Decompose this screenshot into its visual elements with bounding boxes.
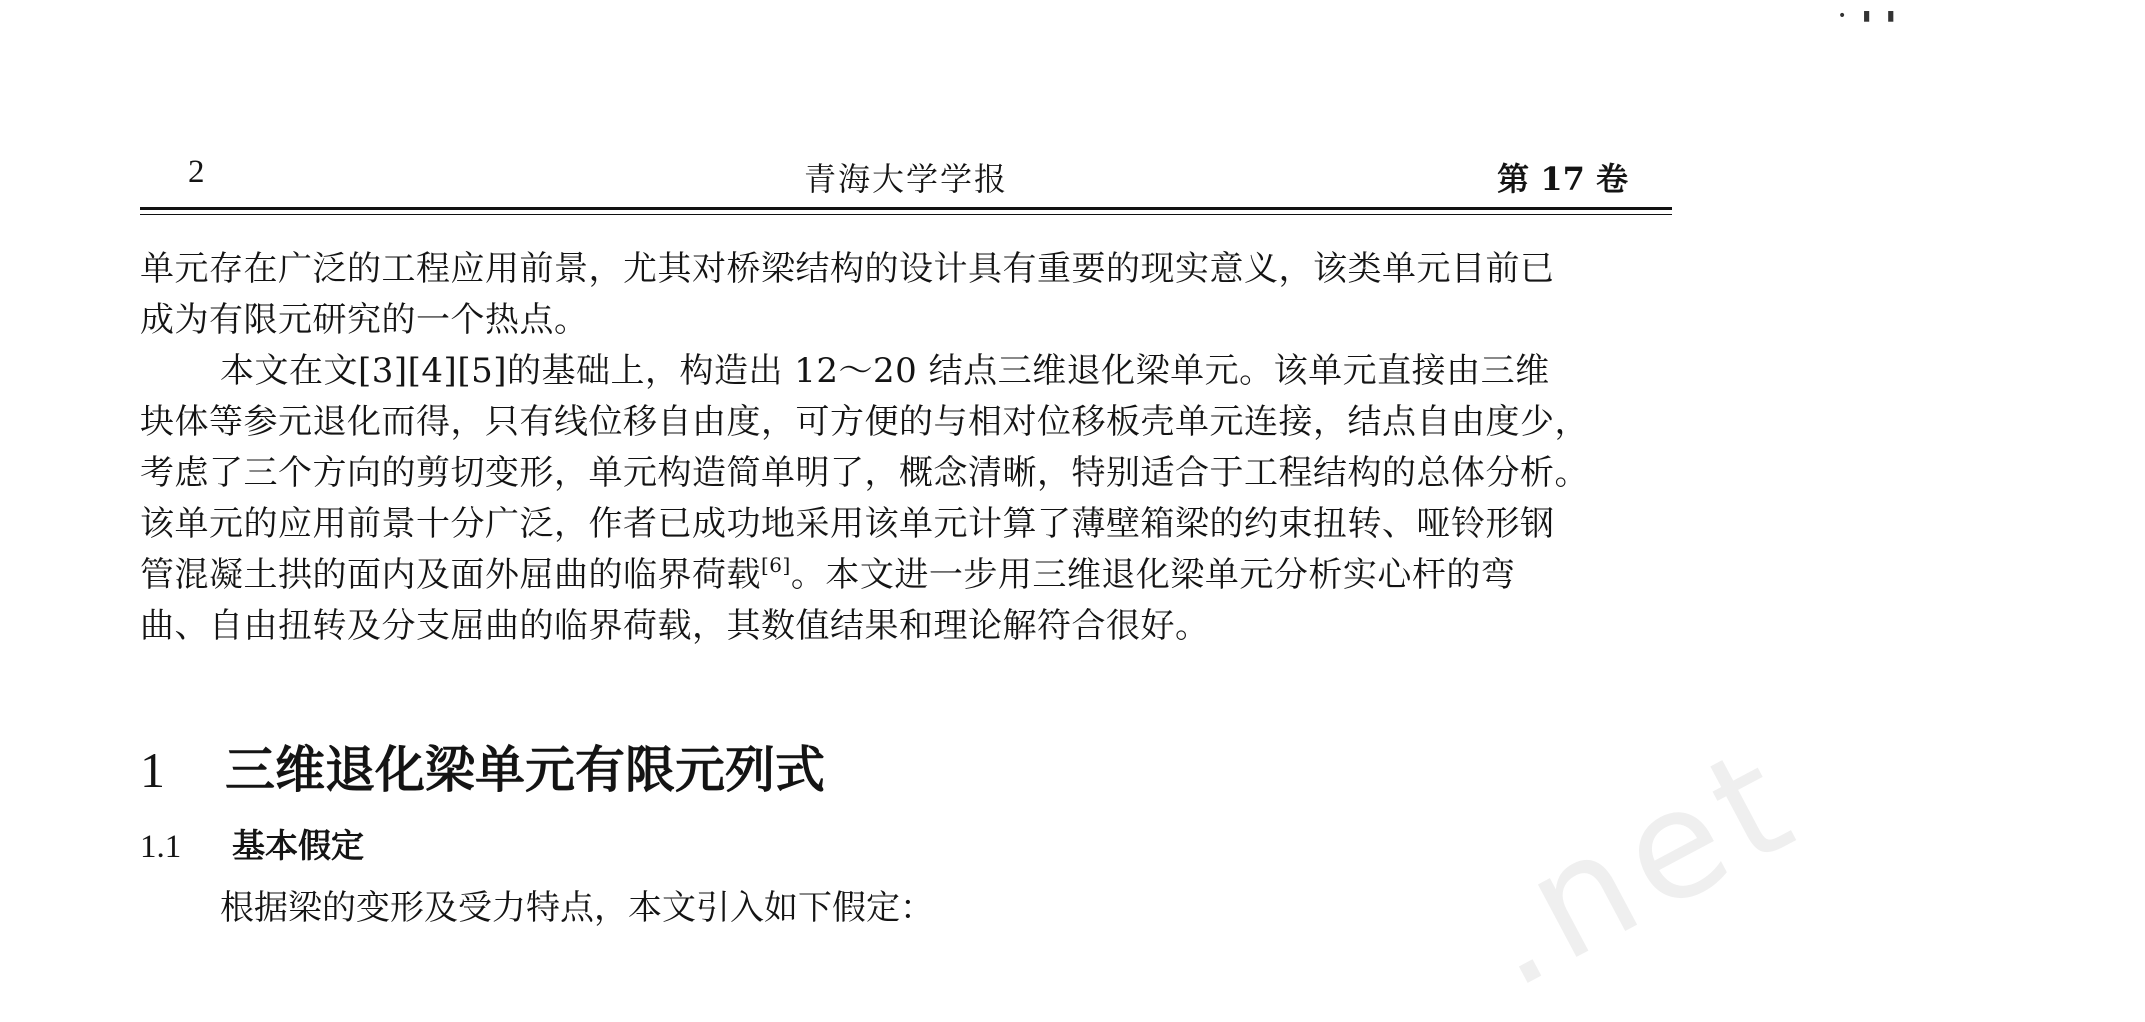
citation-6[interactable]: [6]	[761, 553, 791, 577]
line-5-continuation: 。本文进一步用三维退化梁单元分析实心杆的弯	[790, 555, 1516, 595]
paragraph-1-line-2: 成为有限元研究的一个热点。	[140, 300, 589, 340]
section-title: 三维退化梁单元有限元列式	[225, 741, 825, 799]
subsection-heading	[140, 820, 364, 867]
cut-off-line: 根据梁的变形及受力特点，本文引入如下假定：	[220, 888, 934, 928]
running-header	[140, 148, 1672, 198]
line-5-text: 管混凝土拱的面内及面外屈曲的临界荷载	[140, 555, 761, 595]
header-rule-thick	[140, 207, 1672, 210]
paragraph-2-line-2: 块体等参元退化而得，只有线位移自由度，可方便的与相对位移板壳单元连接，结点自由度少，	[140, 402, 1589, 442]
paragraph-2-line-5	[140, 550, 1680, 601]
section-number: 1	[140, 742, 165, 798]
header-rule-thin	[140, 214, 1672, 215]
section-heading	[140, 730, 825, 802]
watermark: .net	[1448, 711, 1826, 1022]
subsection-number: 1.1	[140, 829, 182, 865]
paragraph-2-line-4: 该单元的应用前景十分广泛，作者已成功地采用该单元计算了薄壁箱梁的约束扭转、哑铃形钢	[140, 504, 1555, 544]
paragraph-2-line-3: 考虑了三个方向的剪切变形，单元构造简单明了，概念清晰，特别适合于工程结构的总体分析。	[140, 453, 1589, 493]
subsection-title: 基本假定	[232, 826, 364, 865]
scan-artifact: • ▮ ▮	[1838, 8, 1901, 24]
paragraph-2-line-6: 曲、自由扭转及分支屈曲的临界荷载，其数值结果和理论解符合很好。	[140, 606, 1210, 646]
journal-title: 青海大学学报	[803, 160, 1008, 198]
body-text	[140, 244, 1680, 652]
volume-label: 第 17 卷	[1497, 160, 1628, 198]
paragraph-2-line-1: 本文在文[3][4][5]的基础上，构造出 12～20 结点三维退化梁单元。该单元直接由三维	[220, 351, 1550, 391]
paragraph-1-line-1: 单元存在广泛的工程应用前景，尤其对桥梁结构的设计具有重要的现实意义，该类单元目前已	[140, 249, 1555, 289]
page-number: 2	[188, 154, 205, 190]
